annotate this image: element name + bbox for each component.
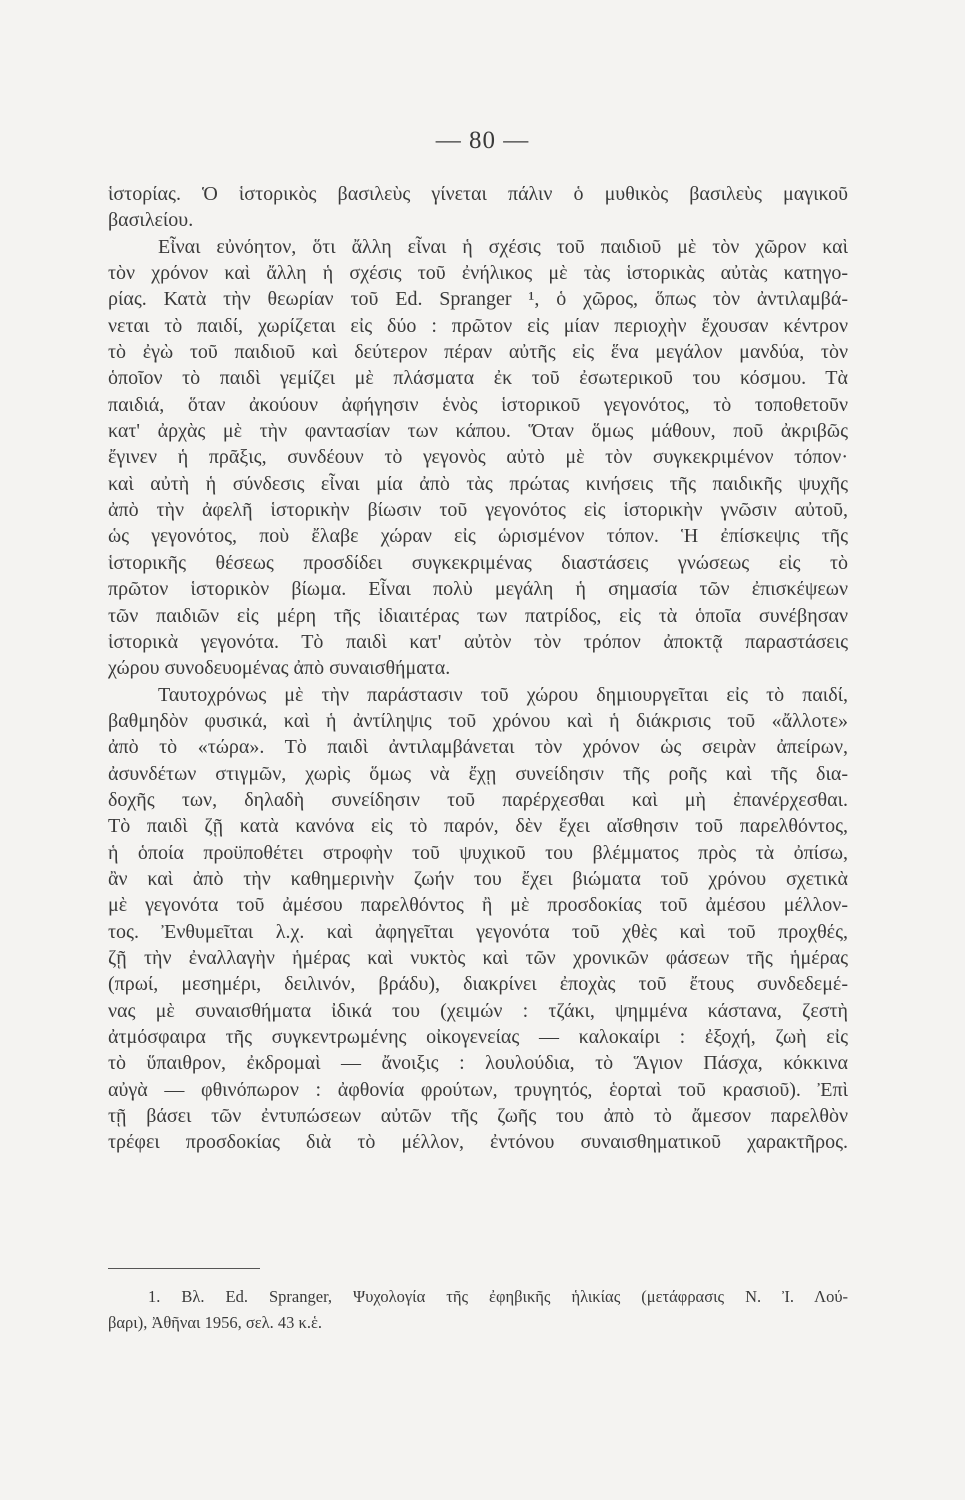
text-line: τῇ βάσει τῶν ἐντυπώσεων αὐτῶν τῆς ζωῆς του ἀπὸ τὸ ἄμεσον παρελθὸν xyxy=(108,1105,848,1128)
text-line: τρέφει προσδοκίας διὰ τὸ μέλλον, ἐντόνου συναισθηματικοῦ χαρακτῆρος. xyxy=(108,1131,848,1154)
text-line: βαθμηδὸν φυσικά, καὶ ἡ ἀντίληψις τοῦ χρόνου καὶ ἡ διάκρισις τοῦ «ἄλλοτε» xyxy=(108,709,848,732)
text-line: τος. Ἐνθυμεῖται λ.χ. καὶ ἀφηγεῖται γεγονότα τοῦ χθὲς καὶ τοῦ προχθές, xyxy=(108,920,848,943)
text-line: Ταυτοχρόνως μὲ τὴν παράστασιν τοῦ χώρου δημιουργεῖται εἰς τὸ παιδί, xyxy=(158,683,848,706)
text-line: ὁποῖον τὸ παιδὶ γεμίζει μὲ πλάσματα ἐκ τοῦ ἐσωτερικοῦ του κόσμου. Τὰ xyxy=(108,367,848,390)
text-line: ἱστορίας. Ὁ ἱστορικὸς βασιλεὺς γίνεται πάλιν ὁ μυθικὸς βασιλεὺς μαγικοῦ xyxy=(108,183,848,205)
text-line: τὸν χρόνον καὶ ἄλλη ἡ σχέσις τοῦ ἐνήλικος μὲ τὰς ἱστορικὰς αὐτὰς κατηγο- xyxy=(108,262,848,285)
footnote-line: βαρι), Ἀθῆναι 1956, σελ. 43 κ.ἑ. xyxy=(108,1313,323,1332)
text-line: Εἶναι εὐνόητον, ὅτι ἄλλη εἶναι ἡ σχέσις τοῦ παιδιοῦ μὲ τὸν χῶρον καὶ xyxy=(158,235,848,258)
text-line: ἀτμόσφαιρα τῆς συγκεντρωμένης οἰκογενείας — καλοκαίρι : ἐξοχή, ζωὴ εἰς xyxy=(108,1026,848,1048)
text-line: παιδιά, ὅταν ἀκούουν ἀφήγησιν ἑνὸς ἱστορικοῦ γεγονότος, τὸ τοποθετοῦν xyxy=(108,393,848,416)
text-line: νας μὲ συναισθήματα ἰδικά του (χειμών : τζάκι, ψημμένα κάστανα, ζεστὴ xyxy=(108,999,848,1022)
text-line: ἀπὸ τὸ «τώρα». Τὸ παιδὶ ἀντιλαμβάνεται τὸν χρόνον ὡς σειρὰν ἀπείρων, xyxy=(108,736,848,759)
footnote xyxy=(108,1284,848,1336)
text-line: τὸ ἐγὼ τοῦ παιδιοῦ καὶ δεύτερον πέραν αὐτῆς εἰς ἕνα μεγάλον μανδύα, τὸν xyxy=(108,341,848,364)
text-line: κατ' ἀρχὰς μὲ τὴν φαντασίαν των κάπου. Ὅταν ὅμως μάθουν, ποῦ ἀκριβῶς xyxy=(108,420,848,443)
text-line: καὶ αὐτὴ ἡ σύνδεσις εἶναι μία ἀπὸ τὰς πρώτας κινήσεις τῆς παιδικῆς ψυχῆς xyxy=(108,472,848,495)
footnote-divider xyxy=(108,1268,260,1269)
text-line: ρίας. Κατὰ τὴν θεωρίαν τοῦ Ed. Spranger ¹, ὁ χῶρος, ὅπως τὸν ἀντιλαμβά- xyxy=(108,288,848,311)
text-line: χώρου συνοδευομένας ἀπὸ συναισθήματα. xyxy=(108,657,451,680)
text-line: βασιλείου. xyxy=(108,209,194,232)
text-line: τῶν παιδιῶν εἰς μέρη τῆς ἰδιαιτέρας των πατρίδος, εἰς τὰ ὁποῖα συνέβησαν xyxy=(108,604,848,627)
text-line: δοχῆς των, δηλαδὴ συνείδησιν τοῦ παρέρχεσθαι καὶ μὴ ἐπανέρχεσθαι. xyxy=(108,788,848,811)
text-line: ἔγινεν ἡ πρᾶξις, συνδέουν τὸ γεγονὸς αὐτὸ μὲ τὸν συγκεκριμένον τόπον· xyxy=(108,446,848,469)
text-line: αὐγὰ — φθινόπωρον : ἀφθονία φρούτων, τρυγητός, ἑορταὶ τοῦ κρασιοῦ). Ἐπὶ xyxy=(108,1078,848,1101)
text-line: ὡς γεγονότος, ποὺ ἔλαβε χώραν εἰς ὡρισμένον τόπον. Ἡ ἐπίσκεψις τῆς xyxy=(108,525,848,548)
text-line: τὸ ὕπαιθρον, ἐκδρομαὶ — ἄνοιξις : λουλούδια, τὸ Ἅγιον Πάσχα, κόκκινα xyxy=(108,1052,848,1075)
page-number: — 80 — xyxy=(435,127,530,154)
text-line: ἂν καὶ ἀπὸ τὴν καθημερινὴν ζωήν του ἔχει βιώματα τοῦ χρόνου σχετικὰ xyxy=(108,867,848,890)
text-line: μὲ γεγονότα τοῦ ἀμέσου παρελθόντος ἢ μὲ προσδοκίας τοῦ ἀμέσου μέλλον- xyxy=(108,894,848,917)
text-line: ζῇ τὴν ἐναλλαγὴν ἡμέρας καὶ νυκτὸς καὶ τῶν χρονικῶν φάσεων τῆς ἡμέρας xyxy=(108,946,848,969)
text-line: νεται τὸ παιδί, χωρίζεται εἰς δύο : πρῶτον εἰς μίαν περιοχὴν ἔχουσαν κέντρον xyxy=(108,314,848,337)
text-line: πρῶτον ἱστορικὸν βίωμα. Εἶναι πολὺ μεγάλη ἡ σημασία τῶν ἐπισκέψεων xyxy=(108,578,848,601)
text-line: (πρωί, μεσημέρι, δειλινόν, βράδυ), διακρίνει ἐποχὰς τοῦ ἔτους συνδεδεμέ- xyxy=(108,973,848,996)
text-line: Τὸ παιδὶ ζῇ κατὰ κανόνα εἰς τὸ παρόν, δὲν ἔχει αἴσθησιν τοῦ παρελθόντος, xyxy=(108,815,848,838)
text-line: ἀσυνδέτων στιγμῶν, χωρὶς ὅμως νὰ ἔχῃ συνείδησιν τῆς ροῆς καὶ τῆς δια- xyxy=(108,762,848,785)
text-line: ἀπὸ τὴν ἀφελῆ ἱστορικὴν βίωσιν τοῦ γεγονότος εἰς ἱστορικὴν γνῶσιν αὐτοῦ, xyxy=(108,499,848,522)
text-line: ἱστορικῆς θέσεως προσδίδει συγκεκριμένας διαστάσεις γνώσεως εἰς τὸ xyxy=(108,551,848,574)
body-text xyxy=(108,181,848,1156)
footnote-line: 1. Βλ. Ed. Spranger, Ψυχολογία τῆς ἐφηβικῆς ἡλικίας (μετάφρασις Ν. Ἰ. Λού- xyxy=(148,1287,848,1306)
text-line: ἱστορικὰ γεγονότα. Τὸ παιδὶ κατ' αὐτὸν τὸν τρόπον ἀποκτᾷ παραστάσεις xyxy=(108,630,848,653)
text-line: ἡ ὁποία προϋποθέτει στροφὴν τοῦ ψυχικοῦ του βλέμματος πρὸς τὰ ὀπίσω, xyxy=(108,841,848,864)
